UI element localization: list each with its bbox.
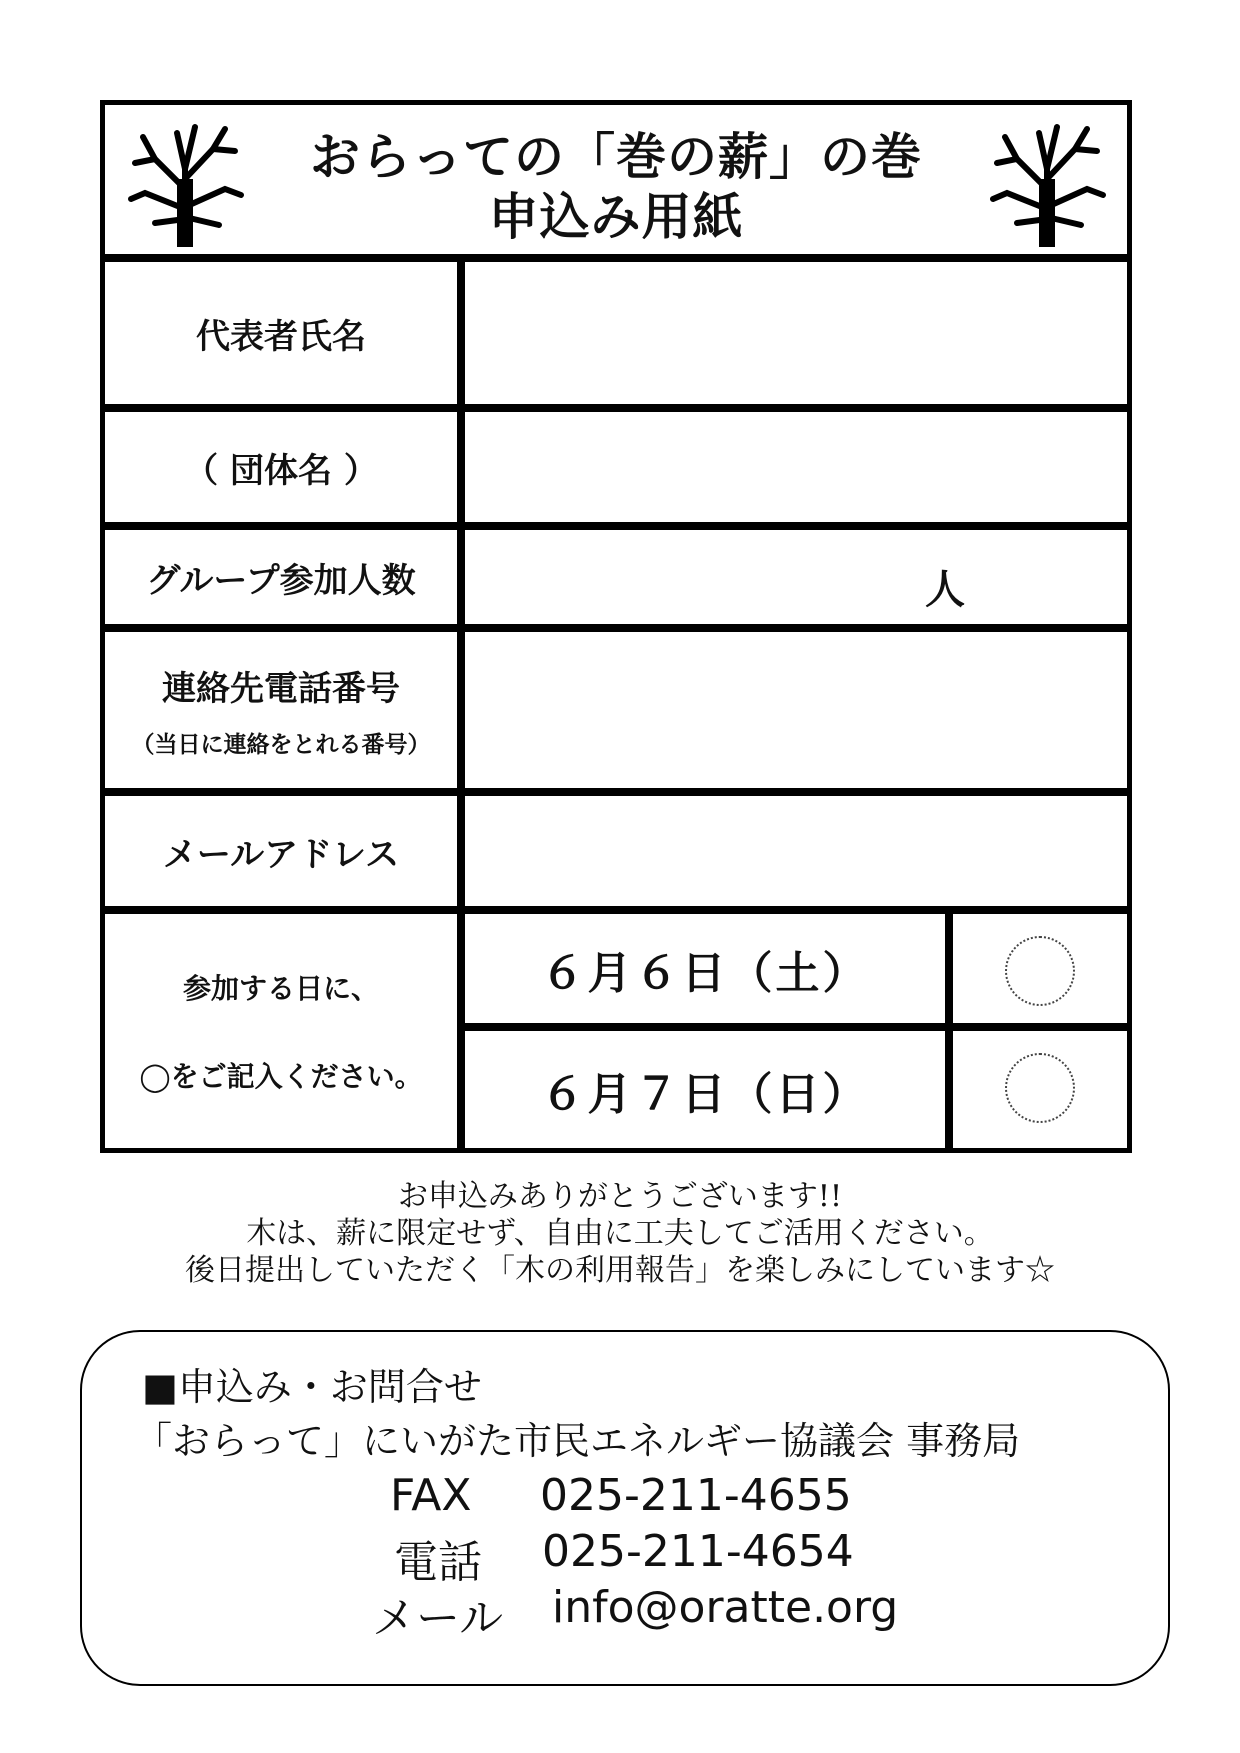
attend-circle[interactable] bbox=[1005, 1053, 1075, 1123]
mail-label: メール bbox=[372, 1593, 504, 1644]
form-title: おらっての「巻の薪」の巻 bbox=[310, 128, 922, 186]
contact-organization: 「おらって」にいがた市民エネルギー協議会 事務局 bbox=[134, 1419, 1021, 1463]
person-unit: 人 bbox=[925, 567, 965, 613]
row-representative-name bbox=[105, 262, 1127, 412]
bare-tree-icon bbox=[987, 119, 1107, 247]
application-form bbox=[100, 100, 1132, 1153]
fax-label: FAX bbox=[390, 1470, 472, 1521]
date-label: ６月７日（日） bbox=[465, 1031, 953, 1148]
contact-heading: ■申込み・お問合せ bbox=[142, 1365, 482, 1409]
row-phone bbox=[105, 632, 1127, 796]
date-row bbox=[465, 914, 1127, 1031]
label-group-count: グループ参加人数 bbox=[105, 530, 465, 624]
group-name-field[interactable] bbox=[465, 412, 1127, 522]
phone-field[interactable] bbox=[465, 632, 1127, 788]
date-label: ６月６日（土） bbox=[465, 914, 953, 1023]
attendance-instruction-line2: ◯をご記入ください。 bbox=[139, 1060, 423, 1093]
attendance-instruction-line1: 参加する日に、 bbox=[182, 972, 379, 1005]
tel-number: 025-211-4654 bbox=[542, 1526, 854, 1577]
tel-label: 電話 bbox=[394, 1537, 482, 1588]
report-note: 後日提出していただく「木の利用報告」を楽しみにしています☆ bbox=[185, 1253, 1055, 1288]
bare-tree-icon bbox=[125, 119, 245, 247]
label-attendance bbox=[105, 914, 465, 1148]
date-row bbox=[465, 1031, 1127, 1148]
usage-note: 木は、薪に限定せず、自由に工夫してご活用ください。 bbox=[246, 1216, 994, 1251]
fax-number: 025-211-4655 bbox=[540, 1470, 852, 1521]
label-representative-name: 代表者氏名 bbox=[105, 262, 465, 404]
contact-box bbox=[80, 1330, 1170, 1686]
row-email bbox=[105, 796, 1127, 914]
phone-label-text: 連絡先電話番号 bbox=[162, 669, 400, 709]
row-attendance bbox=[105, 914, 1127, 1148]
representative-name-field[interactable] bbox=[465, 262, 1127, 404]
group-count-field[interactable] bbox=[465, 530, 1127, 624]
row-group-count bbox=[105, 530, 1127, 632]
thanks-note: お申込みありがとうございます!! bbox=[397, 1179, 843, 1214]
form-subtitle: 申込み用紙 bbox=[488, 188, 744, 246]
email-field[interactable] bbox=[465, 796, 1127, 906]
label-phone bbox=[105, 632, 465, 788]
phone-note: （当日に連絡をとれる番号） bbox=[131, 732, 431, 758]
row-group-name bbox=[105, 412, 1127, 530]
attend-circle[interactable] bbox=[1005, 936, 1075, 1006]
label-email: メールアドレス bbox=[105, 796, 465, 906]
mail-address[interactable]: info@oratte.org bbox=[552, 1582, 899, 1633]
form-header bbox=[105, 105, 1127, 262]
label-group-name: （ 団体名 ） bbox=[105, 412, 465, 522]
